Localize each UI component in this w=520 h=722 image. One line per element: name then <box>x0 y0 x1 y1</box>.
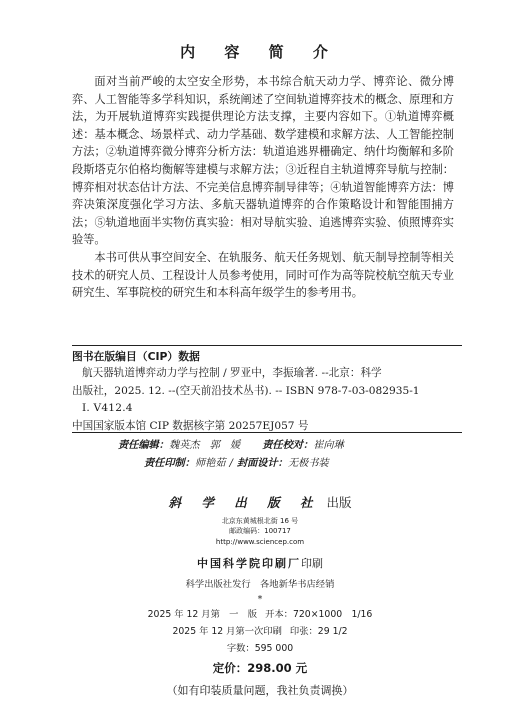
staff-row-2 <box>72 455 462 473</box>
proofreader-value: 崔向琳 <box>313 440 344 451</box>
edition-text: 2025 年 12 月第 一 版 <box>147 609 258 620</box>
staff-top-rule <box>72 432 462 433</box>
cip-line-2: 出版社，2025. 12. --(空天前沿技术丛书). -- ISBN 978-7-03-082935-1 <box>72 384 420 397</box>
cip-line-3: Ⅰ. V412.4 <box>82 402 133 415</box>
summary-paragraph-2: 本书可供从事空间安全、在轨服务、航天任务规划、航天制导控制等相关技术的研究人员、工程设计人员参考使用，同时可作为高等院校航空航天专业研究生、军事院校的研究生和本科高年级学生的参考用书。 <box>72 250 454 300</box>
printing-text: 2025 年 12 月第一次印刷 <box>172 626 282 637</box>
cip-line-1: 航天器轨道博弈动力学与控制 / 罗亚中，李振瑜著. --北京：科学 <box>82 367 382 380</box>
price: 定价：298.00 元 <box>212 661 308 675</box>
printing-supervisor-value: 师艳茹 <box>194 458 226 469</box>
sheets-text: 印张：29 1/2 <box>289 626 348 637</box>
quality-notice: （如有印装质量问题，我社负责调换） <box>166 684 354 697</box>
publisher-postcode: 邮政编码：100717 <box>229 527 291 536</box>
distribution-line: 科学出版社发行 各地新华书店经销 <box>185 579 335 590</box>
proofreader-label: 责任校对： <box>262 440 314 451</box>
cover-design-label: 封面设计： <box>236 458 288 469</box>
responsibility-block <box>72 432 462 473</box>
content-summary <box>72 73 454 302</box>
edition-line <box>0 606 520 620</box>
printer-line <box>0 555 520 571</box>
page-title: 内 容 简 介 <box>180 43 340 61</box>
publisher-website: http://www.sciencep.com <box>215 537 305 546</box>
publisher-suffix: 出版 <box>326 495 352 510</box>
separator-star: * <box>257 595 263 605</box>
editor-label: 责任编辑： <box>118 440 169 451</box>
publisher-address: 北京东黄城根北街 16 号 <box>221 517 299 525</box>
publisher-line <box>0 493 520 511</box>
cip-heading: 图书在版编目（CIP）数据 <box>72 350 200 363</box>
cover-design-value: 无极书装 <box>287 458 329 469</box>
cip-block <box>72 345 462 435</box>
printer-name: 中国科学院印刷厂 <box>197 557 301 570</box>
printing-line <box>0 623 520 637</box>
staff-row-1 <box>72 437 462 455</box>
staff-separator: / <box>229 458 233 469</box>
cip-line-4: 中国国家版本馆 CIP 数据核字第 20257EJ057 号 <box>72 419 309 432</box>
printing-supervisor-label: 责任印制： <box>144 458 195 469</box>
publisher-address-block <box>0 516 520 547</box>
summary-paragraph-1: 面对当前严峻的太空安全形势，本书综合航天动力学、博弈论、微分博弈、人工智能等多学科知识，系统阐述了空间轨道博弈技术的概念、原理和方法，为开展轨道博弈实践提供理论方法支撑，主要内容如下。①轨道博弈概述：基本概念、场景样式、动力学基础、数学建模和求解方法、人工智能控制方法；②轨道博弈微分博弈分析方法：轨道追逃界栅确定、纳什均衡解和多阶段斯塔克尔伯格均衡解等建模与求解方法；③近程自主轨道博弈导航与控制：博弈相对状态估计方法、不完美信息博弈制导律等；④轨道智能博弈方法：博弈决策深度强化学习方法、多航天器轨道博弈的合作策略设计和智能围捕方法；⑤轨道地面半实物仿真实验：相对导航实验、追逃博弈实验、侦照博弈实验等。 <box>72 75 454 247</box>
editor-value: 魏英杰 郭 媛 <box>168 440 241 451</box>
format-text: 开本：720×1000 1/16 <box>265 609 373 620</box>
cip-top-rule <box>72 345 462 346</box>
publisher-logo-name: 斜 学 出 版 社 <box>168 495 321 510</box>
printer-suffix: 印刷 <box>301 557 323 570</box>
word-count: 字数：595 000 <box>226 643 294 654</box>
